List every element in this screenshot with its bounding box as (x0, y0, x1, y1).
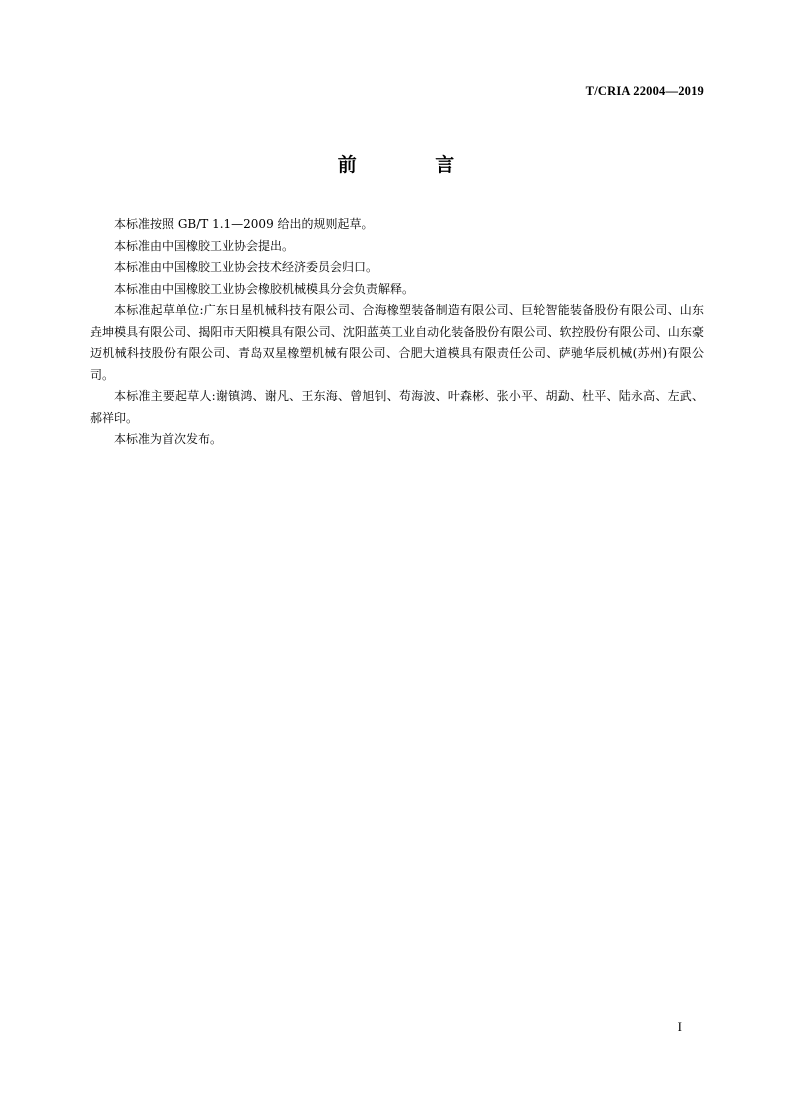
paragraph-first-release: 本标准为首次发布。 (114, 432, 223, 446)
paragraph-drafting-units: 本标准起草单位:广东日星机械科技有限公司、合海橡塑装备制造有限公司、巨轮智能装备股份有限公司、山东垚坤模具有限公司、揭阳市天阳模具有限公司、沈阳蓝英工业自动化装备股份有限公司、软控股份有限公司、山东豪迈机械科技股份有限公司、青岛双星橡塑机械有限公司、合肥大道模具有限责任公司、萨驰华辰机械(苏州)有限公司。 (90, 303, 704, 382)
foreword-body (90, 214, 704, 451)
page-title: 前 言 (337, 154, 491, 176)
paragraph-centralized-management: 本标准由中国橡胶工业协会技术经济委员会归口。 (114, 260, 379, 274)
page-number: I (677, 1019, 682, 1034)
paragraph-interpretation: 本标准由中国橡胶工业协会橡胶机械模具分会负责解释。 (114, 281, 415, 296)
paragraph-proposer: 本标准由中国橡胶工业协会提出。 (114, 238, 295, 253)
paragraph-drafting-rules: 本标准按照 GB/T 1.1—2009 给出的规则起草。 (114, 217, 374, 231)
paragraph-main-drafters: 本标准主要起草人:谢镇鸿、谢凡、王东海、曾旭钊、苟海波、叶森彬、张小平、胡勐、杜平、陆永高、左武、郝祥印。 (90, 389, 704, 425)
standard-code: T/CRIA 22004—2019 (585, 84, 704, 98)
